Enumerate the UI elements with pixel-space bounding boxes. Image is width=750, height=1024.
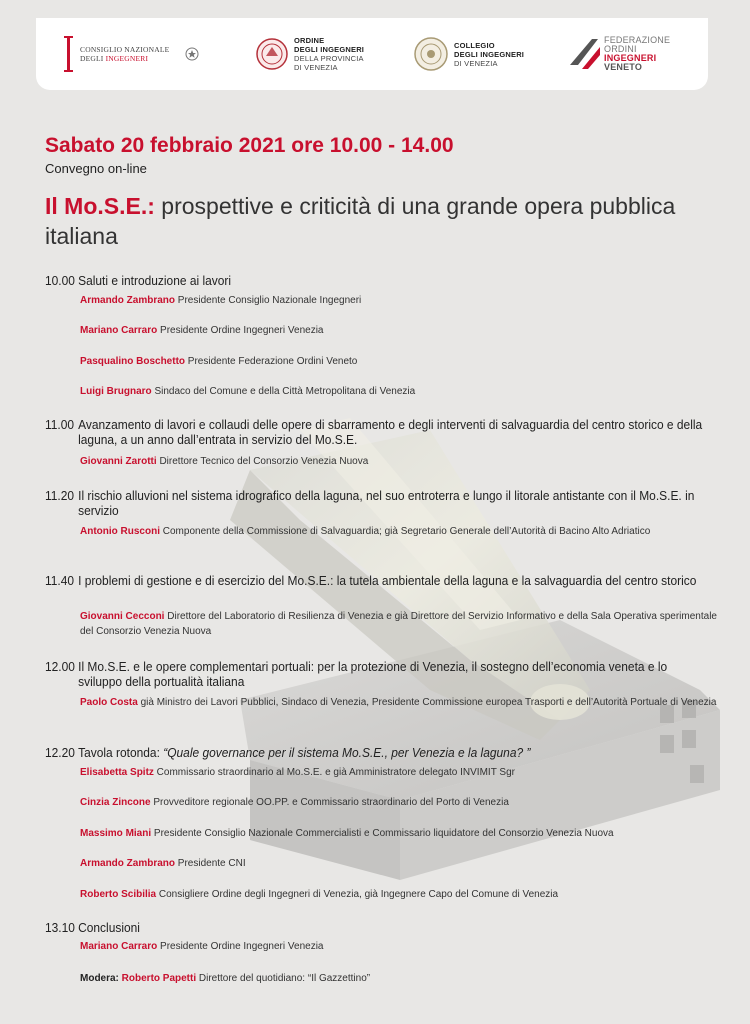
speaker-boschetto: Pasqualino Boschetto Presidente Federazione Ordini Veneto <box>80 356 358 367</box>
ordine-logo: ORDINE DEGLI INGEGNERI DELLA PROVINCIA DI VENEZIA <box>256 18 364 90</box>
session-1220: 12.20 Tavola rotonda: “Quale governance per il sistema Mo.S.E., per Venezia e la laguna? ” <box>45 745 531 760</box>
session-1140: 11.40 I problemi di gestione e di esercizio del Mo.S.E.: la tutela ambientale della laguna e la salvaguardia del centro storico <box>45 573 697 588</box>
speaker-carraro: Mariano Carraro Presidente Ordine Ingegneri Venezia <box>80 325 324 336</box>
speaker-zarotti: Giovanni Zarotti Direttore Tecnico del Consorzio Venezia Nuova <box>80 456 369 467</box>
speaker-zambrano: Armando Zambrano Presidente Consiglio Nazionale Ingegneri <box>80 295 362 306</box>
session-1100: 11.00 Avanzamento di lavori e collaudi delle opere di sbarramento e degli interventi di salvaguardia del centro storico e della laguna, a un anno dall’entrata in servizio del Mo.S.E. <box>45 417 703 447</box>
event-date: Sabato 20 febbraio 2021 ore 10.00 - 14.00 <box>45 134 454 157</box>
speaker-brugnaro: Luigi Brugnaro Sindaco del Comune e della Città Metropolitana di Venezia <box>80 386 416 397</box>
speaker-rusconi: Antonio Rusconi Componente della Commissione di Salvaguardia; già Segretario Generale dell’Autorità di Bacino Alto Adriatico <box>80 526 651 537</box>
session-1000: 10.00 Saluti e introduzione ai lavori <box>45 273 232 288</box>
cni-logo: CONSIGLIO NAZIONALE DEGLI INGEGNERI <box>64 18 199 90</box>
speaker-cecconi: Giovanni Cecconi Direttore del Laboratorio di Resilienza di Venezia e già Direttore del Servizio Informativo e della Sala Operativa sperimentale del Consorzio Venezia Nuova <box>80 611 717 637</box>
event-title: Il Mo.S.E.: prospettive e criticità di una grande opera pubblica italiana <box>45 193 676 249</box>
speaker-miani: Massimo Miani Presidente Consiglio Nazionale Commercialisti e Commissario liquidatore del Consorzio Venezia Nuova <box>80 828 614 839</box>
speaker-costa: Paolo Costa già Ministro dei Lavori Pubblici, Sindaco di Venezia, Presidente Commissione europea Trasporti e dell’Autorità Portuale di Venezia <box>80 697 717 708</box>
session-1200: 12.00 Il Mo.S.E. e le opere complementari portuali: per la protezione di Venezia, il sostegno dell’economia veneta e lo sviluppo della portualità italiana <box>45 659 668 689</box>
event-type: Convegno on-line <box>45 161 147 176</box>
collegio-logo: COLLEGIO DEGLI INGEGNERI DI VENEZIA <box>414 18 524 90</box>
speaker-carraro-conclusioni: Mariano Carraro Presidente Ordine Ingegneri Venezia <box>80 941 324 952</box>
speaker-zincone: Cinzia Zincone Provveditore regionale OO.PP. e Commissario straordinario del Porto di Venezia <box>80 797 509 808</box>
federazione-logo: FEDERAZIONE ORDINI INGEGNERI VENETO <box>568 18 670 90</box>
session-1310: 13.10 Conclusioni <box>45 920 140 935</box>
speaker-scibilia: Roberto Scibilia Consigliere Ordine degli Ingegneri di Venezia, già Ingegnere Capo del Comune di Venezia <box>80 889 559 900</box>
speaker-zambrano-cni: Armando Zambrano Presidente CNI <box>80 858 246 869</box>
speaker-spitz: Elisabetta Spitz Commissario straordinario al Mo.S.E. e già Amministratore delegato INVIMIT Sgr <box>80 767 515 778</box>
session-1120: 11.20 Il rischio alluvioni nel sistema idrografico della laguna, nel suo entroterra e lungo il litorale antistante con il Mo.S.E. in servizio <box>45 488 695 518</box>
moderator: Modera: Roberto Papetti Direttore del quotidiano: “Il Gazzettino” <box>80 973 371 984</box>
